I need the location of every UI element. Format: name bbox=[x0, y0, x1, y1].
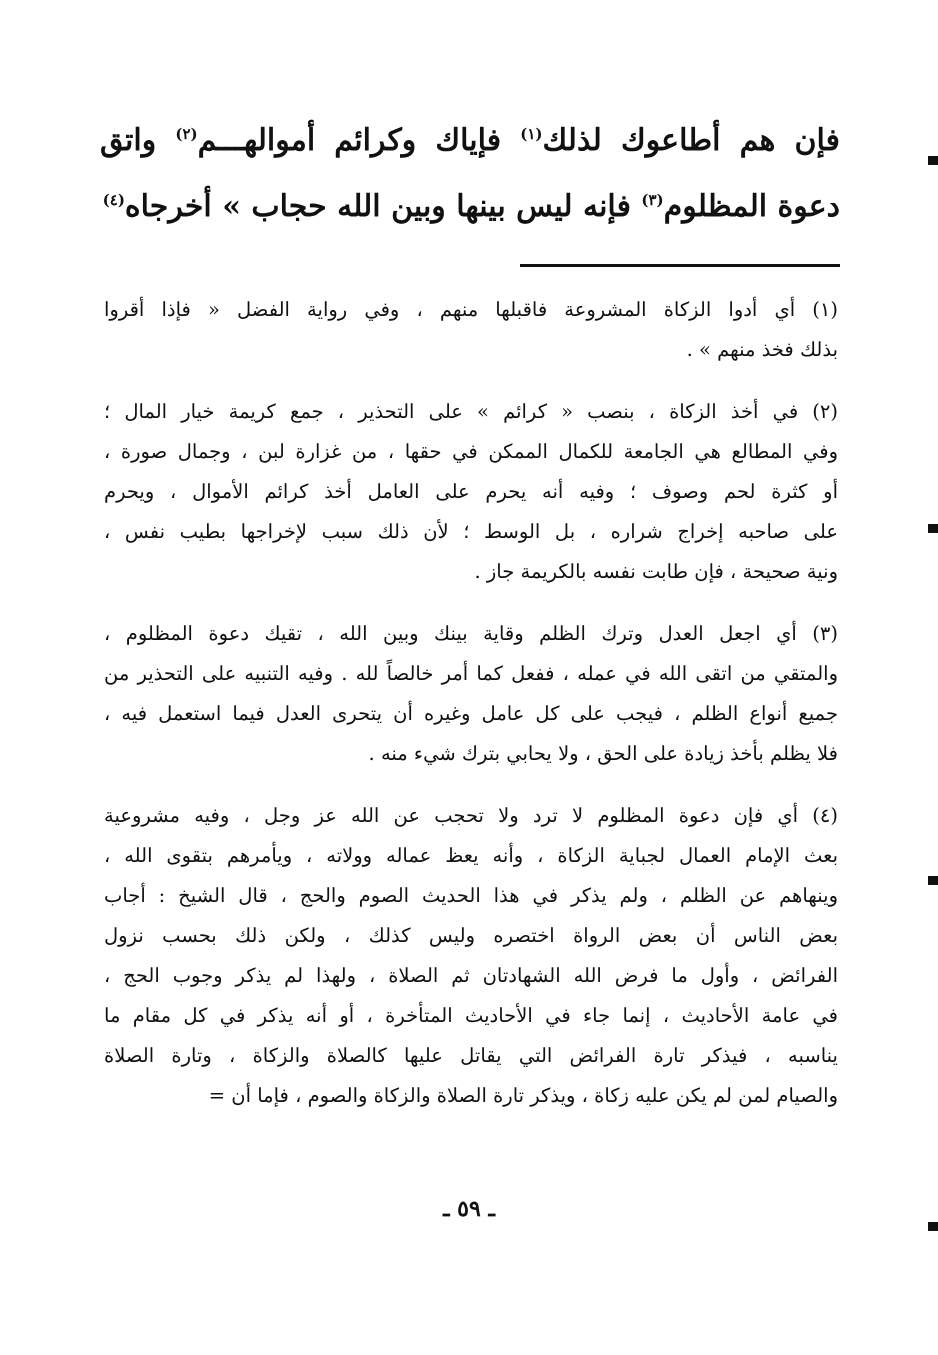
footnote-line: والصيام لمن لم يكن عليه زكاة ، ويذكر تارة الصلاة والزكاة والصوم ، فإما أن = bbox=[208, 1084, 838, 1107]
footnote-marker-1[interactable]: (١) bbox=[520, 125, 543, 143]
scan-edge-mark bbox=[928, 1222, 938, 1231]
footnote-line: وفي المطالع هي الجامعة للكمال الممكن في حقها ، من غزارة لبن ، وجمال صورة ، bbox=[104, 440, 838, 463]
footnote-separator bbox=[520, 264, 840, 267]
footnote-line: فلا يظلم بأخذ زيادة على الحق ، ولا يحابي بترك شيء منه . bbox=[368, 742, 838, 765]
footnote-2 bbox=[104, 392, 838, 592]
footnote-line: ونية صحيحة ، فإن طابت نفسه بالكريمة جاز . bbox=[474, 560, 838, 583]
footnote-line: (٤) أي فإن دعوة المظلوم لا ترد ولا تحجب عن الله عز وجل ، وفيه مشروعية bbox=[104, 804, 838, 827]
footnote-line: في عامة الأحاديث ، إنما جاء في الأحاديث المتأخرة ، أو أنه يذكر في كل مقام ما bbox=[104, 1004, 838, 1027]
footnote-line: الفرائض ، وأول ما فرض الله الشهادتان ثم الصلاة ، ولهذا لم يذكر وجوب الحج ، bbox=[104, 964, 838, 987]
footnote-marker-3[interactable]: (٣) bbox=[641, 191, 664, 209]
scan-edge-mark bbox=[928, 876, 938, 885]
hadith-text-segment: دعوة المظلوم bbox=[663, 189, 840, 224]
footnote-line: بذلك فخذ منهم » . bbox=[686, 338, 838, 361]
footnote-line: والمتقي من اتقى الله في عمله ، ففعل كما أمر خالصاً لله . وفيه التنبيه على التحذير من bbox=[104, 662, 838, 685]
scan-edge-mark bbox=[928, 156, 938, 165]
hadith-line-2 bbox=[100, 174, 840, 240]
footnote-line: بعث الإمام العمال لجباية الزكاة ، وأنه يعظ عماله وولاته ، ويأمرهم بتقوى الله ، bbox=[104, 844, 838, 867]
footnote-line: جميع أنواع الظلم ، فيجب على كل عامل وغيره أن يتحرى العدل فيما استعمل فيه ، bbox=[104, 702, 838, 725]
footnote-1 bbox=[104, 290, 838, 370]
footnote-line: وينهاهم عن الظلم ، ولم يذكر في هذا الحديث الصوم والحج ، قال الشيخ : أجاب bbox=[104, 884, 838, 907]
page-number: ـ ٥٩ ـ bbox=[443, 1196, 495, 1222]
hadith-text-segment: فإنه ليس بينها وبين الله حجاب » أخرجاه bbox=[124, 189, 642, 224]
footnotes bbox=[104, 290, 838, 1138]
footnote-line: (١) أي أدوا الزكاة المشروعة فاقبلها منهم ، وفي رواية الفضل « فإذا أقروا bbox=[104, 298, 838, 321]
footnote-line: (٣) أي اجعل العدل وترك الظلم وقاية بينك وبين الله ، تقيك دعوة المظلوم ، bbox=[104, 622, 838, 645]
footnote-line: يناسبه ، فيذكر تارة الفرائض التي يقاتل عليها كالصلاة والزكاة ، وتارة الصلاة bbox=[104, 1044, 838, 1067]
footnote-marker-4[interactable]: (٤) bbox=[102, 191, 125, 209]
footnote-marker-2[interactable]: (٢) bbox=[175, 125, 198, 143]
hadith-text bbox=[100, 108, 840, 240]
hadith-line-1 bbox=[100, 108, 840, 174]
footnote-line: بعض الناس أن بعض الرواة اختصره وليس كذلك ، ولكن ذلك بحسب نزول bbox=[104, 924, 838, 947]
hadith-text-segment: فإياك وكرائم أموالهـــم bbox=[197, 123, 521, 158]
footnote-line: (٢) في أخذ الزكاة ، بنصب « كرائم » على التحذير ، جمع كريمة خيار المال ؛ bbox=[104, 400, 838, 423]
scan-edge-mark bbox=[928, 524, 938, 533]
footnote-line: على صاحبه إخراج شراره ، بل الوسط ؛ لأن ذلك سبب لإخراجها بطيب نفس ، bbox=[104, 520, 838, 543]
footnote-line: أو كثرة لحم وصوف ؛ وفيه أنه يحرم على العامل أخذ كرائم الأموال ، ويحرم bbox=[104, 480, 838, 503]
hadith-text-segment: فإن هم أطاعوك لذلك bbox=[542, 123, 840, 158]
hadith-text-segment: واتق bbox=[100, 123, 176, 158]
footnote-4 bbox=[104, 796, 838, 1116]
footnote-3 bbox=[104, 614, 838, 774]
